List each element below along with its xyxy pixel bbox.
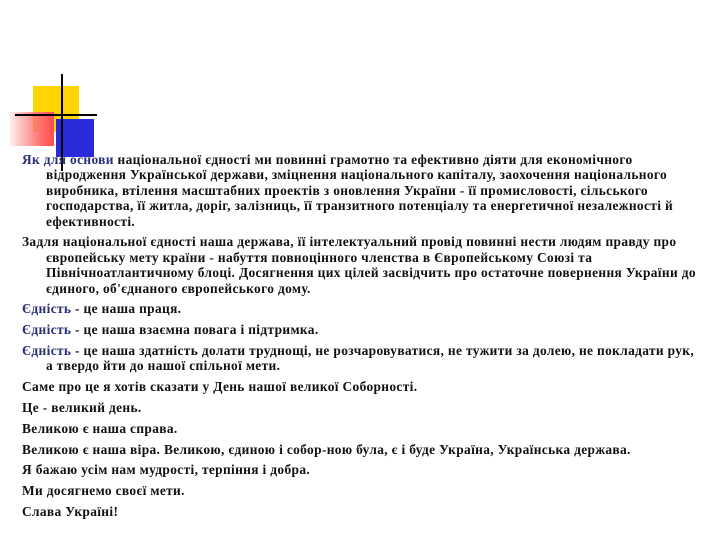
paragraph-2: Задля національної єдності наша держава, її інтелектуальний провід повинні нести людям правду про європейську мету країни - набуття повноцінного членства в Європейському Союзі та Північноатлантичному блоці. Досягнення цих цілей засвідчить про остаточне повернення України до єдиного, об'єднаного європейського дому. [22,234,696,296]
decor-red-square [10,112,54,146]
paragraph-3-text: - це наша праця. [71,301,182,317]
paragraph-7: Це - великий день. [22,400,142,416]
paragraph-9: Великою є наша віра. Великою, єдиною і собор-ною була, є і буде Україна, Українська держава. [22,441,631,457]
slide-body [22,152,697,521]
paragraph-1 [22,152,697,229]
paragraph-6: Саме про це я хотів сказати у День нашої великої Соборності. [22,379,418,395]
paragraph-5-text: - це наша здатність долати труднощі, не розчаровуватися, не тужити за долею, не покладати рук, а твердо йти до нашої спільної мети. [46,343,695,374]
paragraph-4 [22,322,697,337]
paragraph-1-text: національної єдності ми повинні грамотно та ефективно діяти для економічного відродження Української держави, зміцнення національного капіталу, заохочення національного виробника, втілення масштабних проектів з оновлення України - її промисловості, сільського господарства, її житла, доріг, залізниць, її транзитного потенціалу та енергетичної незалежності й ефективності. [46,152,674,229]
paragraph-12: Слава Україні! [22,504,119,520]
paragraph-3 [22,301,697,316]
paragraph-4-text: - це наша взаємна повага і підтримка. [71,322,319,338]
paragraph-4-lead: Єдність [22,322,72,338]
paragraph-5-lead: Єдність [22,343,72,359]
paragraph-10: Я бажаю усім нам мудрості, терпіння і добра. [22,462,311,478]
paragraph-11: Ми досягнемо своєї мети. [22,483,185,499]
paragraph-5 [22,343,697,374]
paragraph-1-lead: Як для основи [22,152,114,167]
paragraph-8: Великою є наша справа. [22,420,178,436]
paragraph-3-lead: Єдність [22,301,72,317]
decor-horizontal-line [15,114,97,116]
